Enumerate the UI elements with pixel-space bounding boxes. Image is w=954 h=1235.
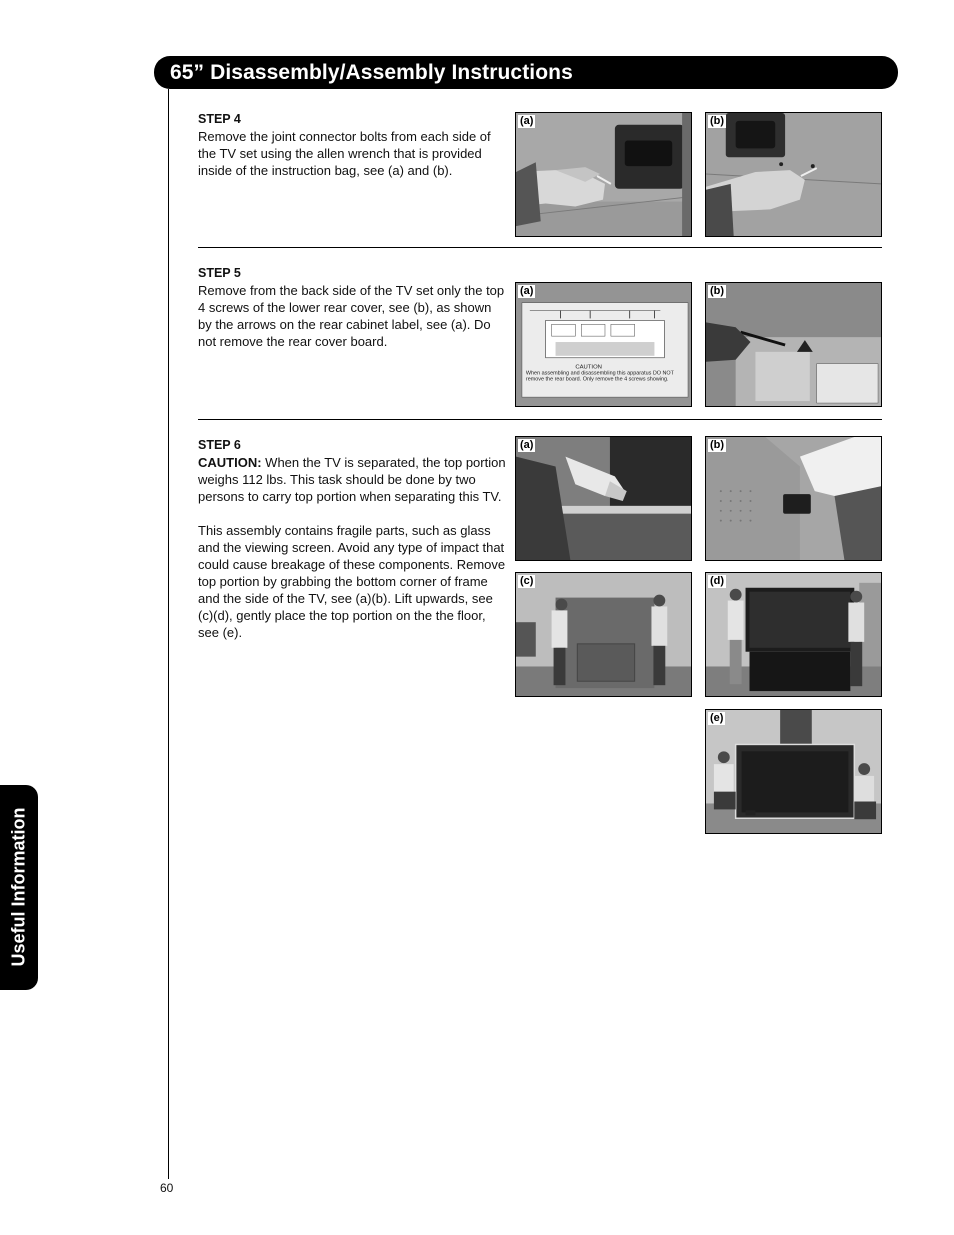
photo-label: (a) xyxy=(520,115,534,127)
step-4 xyxy=(198,111,508,179)
step-heading: STEP 4 xyxy=(198,112,241,126)
step-6-photo-a xyxy=(515,436,692,561)
label-caution: CAUTION xyxy=(575,364,602,371)
divider xyxy=(198,419,882,420)
step-4-photo-a xyxy=(515,112,692,237)
photo-label: (b) xyxy=(710,115,725,127)
step-6 xyxy=(198,437,508,641)
margin-rule xyxy=(168,89,169,1179)
step-4-photo-b xyxy=(705,112,882,237)
step-text: Remove the joint connector bolts from each side of the TV set using the allen wrench that is provided inside of the instruction bag, see (a) and (b). xyxy=(198,129,491,178)
section-tab-label: Useful Information xyxy=(8,807,29,967)
section-tab xyxy=(0,785,38,990)
photo-label: (e) xyxy=(710,712,724,724)
step-6-photo-b xyxy=(705,436,882,561)
photo-label: (c) xyxy=(520,575,534,587)
page-number: 60 xyxy=(160,1181,174,1195)
photo-label: (b) xyxy=(710,285,725,297)
photo-label: (a) xyxy=(520,285,534,297)
step-5-photo-b xyxy=(705,282,882,407)
step-heading: STEP 5 xyxy=(198,266,241,280)
photo-label: (b) xyxy=(710,439,725,451)
step-6-photo-c xyxy=(515,572,692,697)
step-caution xyxy=(198,454,508,505)
step-6-photo-d xyxy=(705,572,882,697)
caution-text: When the TV is separated, the top portion weighs 112 lbs. This task should be done by two persons to carry top portion when separating this TV. xyxy=(198,455,506,504)
page-title: 65” Disassembly/Assembly Instructions xyxy=(170,61,573,84)
caution-label: CAUTION: xyxy=(198,455,262,470)
label-caution-text: When assembling and disassembling this apparatus DO NOT remove the rear board. Only remove the 4 screws showing. xyxy=(525,370,674,383)
step-text: Remove from the back side of the TV set only the top 4 screws of the lower rear cover, see (b), as shown by the arrows on the rear cabinet label, see (a). Do not remove the rear cover board. xyxy=(198,283,505,349)
step-5-photo-a xyxy=(515,282,692,407)
photo-label: (a) xyxy=(520,439,534,451)
title-bar xyxy=(154,56,898,89)
step-heading: STEP 6 xyxy=(198,438,241,452)
photo-label: (d) xyxy=(710,575,725,587)
step-5 xyxy=(198,265,508,350)
step-text: This assembly contains fragile parts, such as glass and the viewing screen. Avoid any type of impact that could cause breakage of these components. Remove top portion by grabbing the bottom corner of frame and the side of the TV, see (a)(b). Lift upwards, see (c)(d), gently place the top portion on the the floor, see (e). xyxy=(198,523,506,640)
divider xyxy=(198,247,882,248)
step-6-photo-e xyxy=(705,709,882,834)
